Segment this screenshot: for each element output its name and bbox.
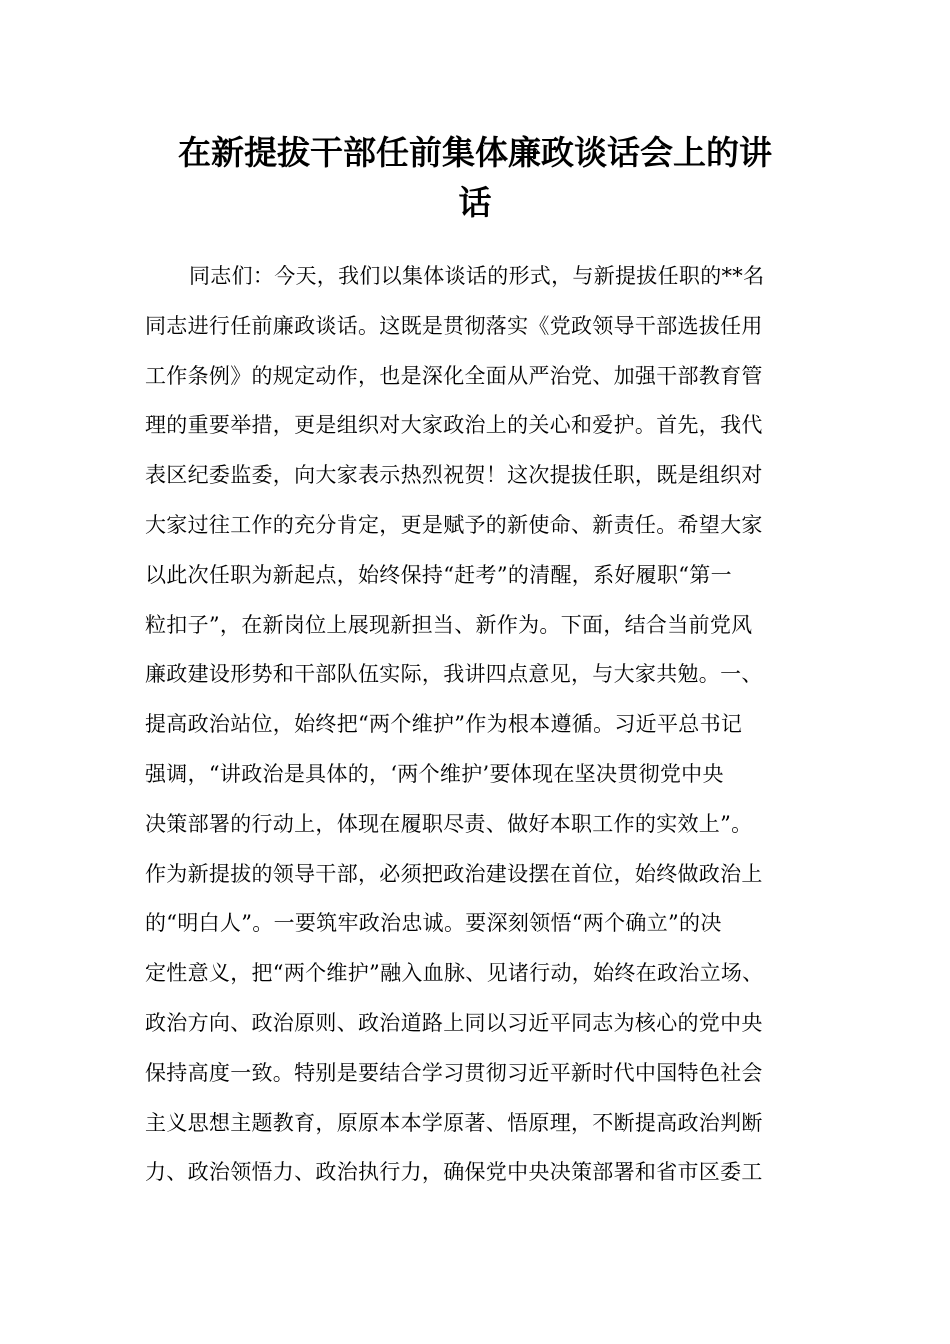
document-title — [140, 128, 810, 228]
body-line: 作为新提拔的领导干部，必须把政治建设摆在首位，始终做政治上 — [145, 861, 763, 886]
body-line: 定性意义，把“两个维护”融入血脉、见诸行动，始终在政治立场、 — [145, 961, 764, 986]
body-line: 大家过往工作的充分肯定，更是赋予的新使命、新责任。希望大家 — [145, 512, 763, 537]
speech-body — [145, 252, 835, 1198]
body-line: 保持高度一致。特别是要结合学习贯彻习近平新时代中国特色社会 — [145, 1060, 763, 1085]
title-line: 在新提拔干部任前集体廉政谈话会上的讲 — [178, 133, 772, 172]
body-line: 力、政治领悟力、政治执行力，确保党中央决策部署和省市区委工 — [145, 1160, 763, 1185]
body-line: 同志进行任前廉政谈话。这既是贯彻落实《党政领导干部选拔任用 — [145, 313, 763, 338]
body-line: 廉政建设形势和干部队伍实际，我讲四点意见，与大家共勉。一、 — [145, 662, 763, 687]
body-line: 决策部署的行动上，体现在履职尽责、做好本职工作的实效上”。 — [145, 811, 753, 836]
body-line: 表区纪委监委，向大家表示热烈祝贺！这次提拔任职，既是组织对 — [145, 463, 763, 488]
body-line: 粒扣子”，在新岗位上展现新担当、新作为。下面，结合当前党风 — [145, 612, 753, 637]
body-line: 工作条例》的规定动作，也是深化全面从严治党、加强干部教育管 — [145, 363, 763, 388]
body-line: 同志们：今天，我们以集体谈话的形式，与新提拔任职的**名 — [189, 264, 765, 288]
body-line: 政治方向、政治原则、政治道路上同以习近平同志为核心的党中央 — [145, 1010, 763, 1035]
body-line: 强调，“讲政治是具体的，‘两个维护’要体现在坚决贯彻党中央 — [145, 761, 724, 786]
body-line: 的“明白人”。一要筑牢政治忠诚。要深刻领悟“两个确立”的决 — [145, 911, 722, 936]
title-line: 话 — [458, 183, 492, 222]
body-line: 提高政治站位，始终把“两个维护”作为根本遵循。习近平总书记 — [145, 712, 743, 737]
body-line: 主义思想主题教育，原原本本学原著、悟原理，不断提高政治判断 — [145, 1110, 763, 1135]
body-line: 以此次任职为新起点，始终保持“赶考”的清醒，系好履职“第一 — [145, 562, 732, 587]
body-line: 理的重要举措，更是组织对大家政治上的关心和爱护。首先，我代 — [145, 413, 763, 438]
